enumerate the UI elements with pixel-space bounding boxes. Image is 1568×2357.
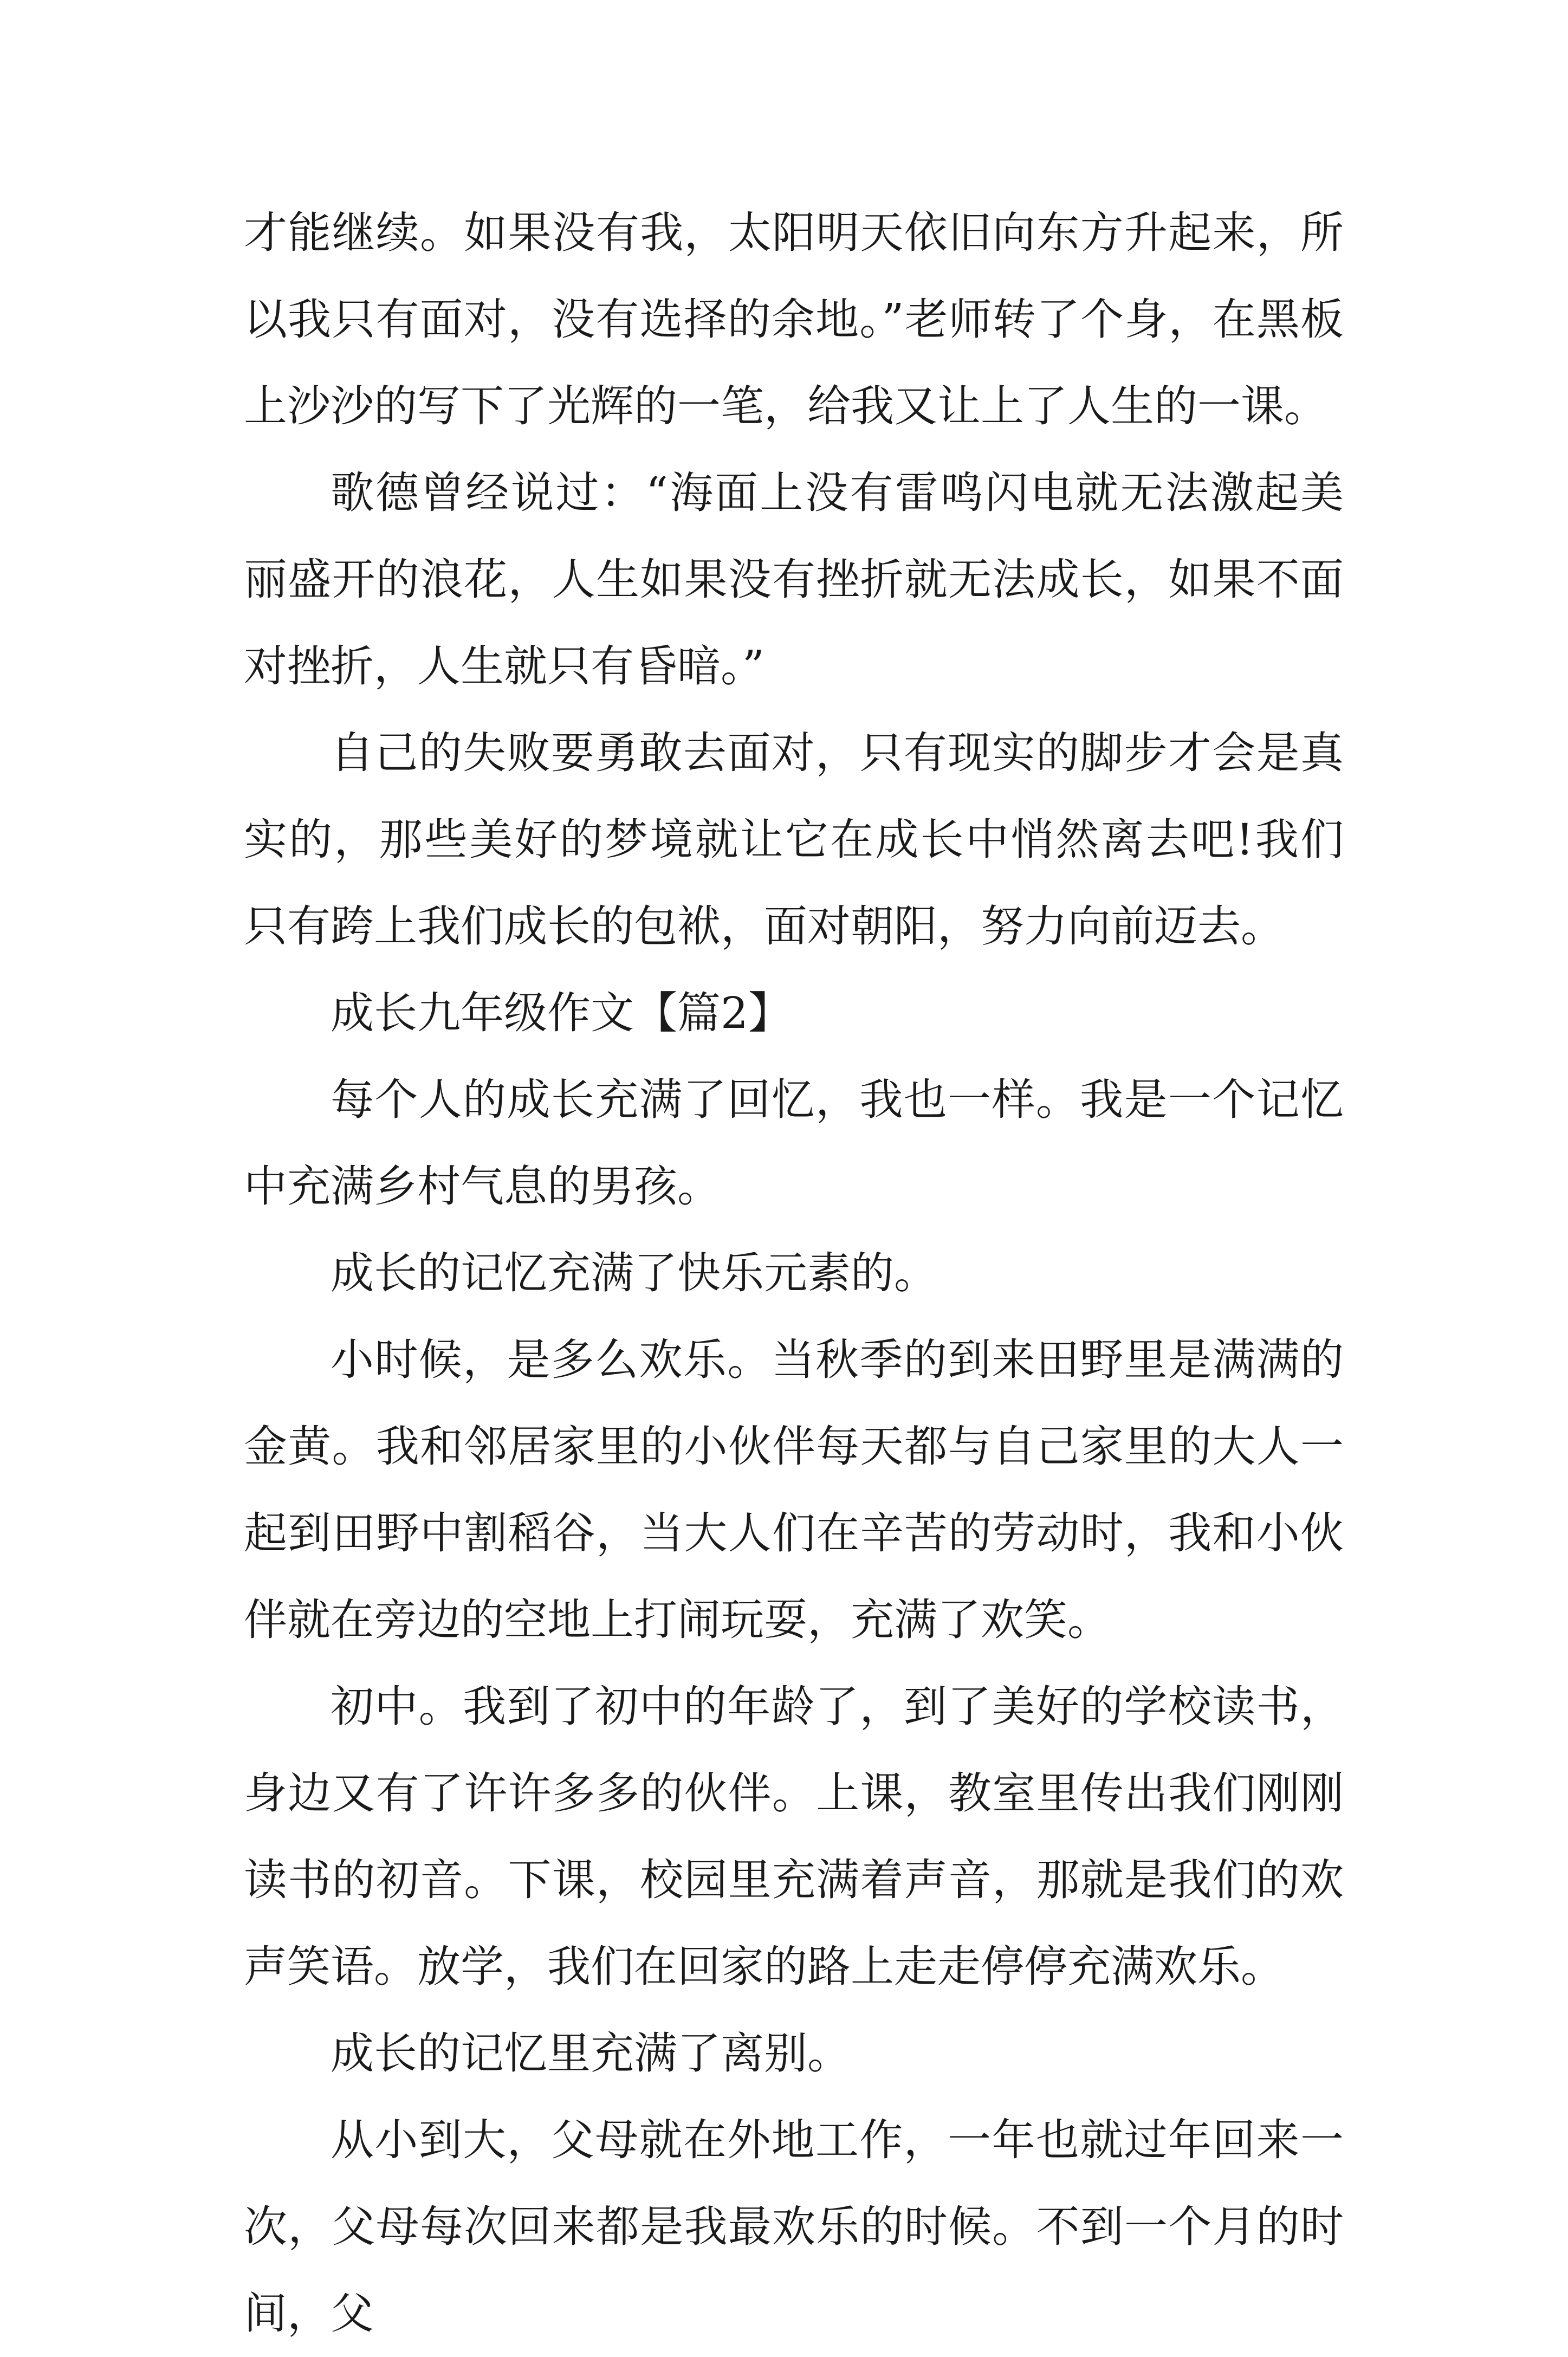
paragraph-continued: 才能继续。如果没有我，太阳明天依旧向东方升起来，所以我只有面对，没有选择的余地。”老师转了个身，在黑板上沙沙的写下了光辉的一笔，给我又让上了人生的一课。: [244, 208, 1344, 431]
paragraph-middle-school: 初中。我到了初中的年龄了，到了美好的学校读书，身边又有了许许多多的伙伴。上课，教室里传出我们刚刚读书的初音。下课，校园里充满着声音，那就是我们的欢声笑语。放学，我们在回家的路上走走停停充满欢乐。: [244, 1681, 1344, 1992]
paragraph-happy-memory: 成长的记忆充满了快乐元素的。: [331, 1248, 937, 1298]
paragraph-goethe-quote: 歌德曾经说过：“海面上没有雷鸣闪电就无法激起美丽盛开的浪花，人生如果没有挫折就无法成长，如果不面对挫折，人生就只有昏暗。”: [244, 468, 1344, 691]
document-page: [244, 190, 1344, 2357]
paragraph-parents: 从小到大，父母就在外地工作，一年也就过年回来一次，父母每次回来都是我最欢乐的时候。不到一个月的时间，父: [244, 2115, 1344, 2339]
paragraph-childhood: 小时候，是多么欢乐。当秋季的到来田野里是满满的金黄。我和邻居家里的小伙伴每天都与自己家里的大人一起到田野中割稻谷，当大人们在辛苦的劳动时，我和小伙伴就在旁边的空地上打闹玩耍，充满了欢笑。: [244, 1335, 1344, 1645]
paragraph-memories: 每个人的成长充满了回忆，我也一样。我是一个记忆中充满乡村气息的男孩。: [244, 1074, 1344, 1212]
paragraph-face-failure: 自己的失败要勇敢去面对，只有现实的脚步才会是真实的，那些美好的梦境就让它在成长中悄然离去吧!我们只有跨上我们成长的包袱，面对朝阳，努力向前迈去。: [244, 728, 1344, 951]
paragraph-farewell: 成长的记忆里充满了离别。: [331, 2028, 851, 2078]
section-heading: 成长九年级作文【篇2】: [331, 988, 792, 1038]
